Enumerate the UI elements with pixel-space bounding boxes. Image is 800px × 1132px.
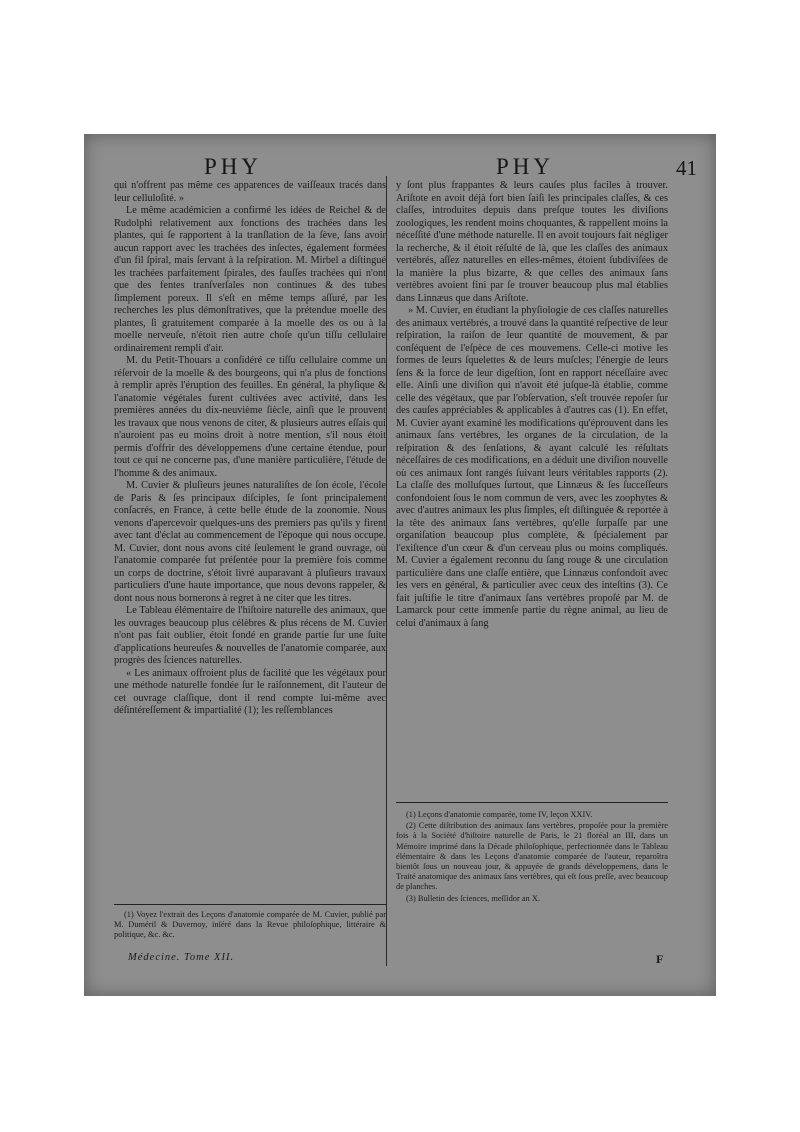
- footnote: (2) Cette diſtribution des animaux ſans vertèbres, propoſée pour la première fois à la Société d'hiſtoire naturelle de Paris, le 21 floréal an III, dans un Mémoire imprimé dans la Décade philoſophique, perfectionnée dans le Tableau élémentaire & dans les Leçons d'anatomie comparée de l'auteur, reparoîtra bientôt ſous un nouveau jour, & appuyée de grands développemens, dans le Traité anatomique des animaux ſans vertèbres, qui eſt ſous preſſe, avec beaucoup de planches.: [396, 821, 668, 892]
- paragraph: Le même académicien a confirmé les idées de Reichel & de Rudolphi relativement aux fonctions des trachées dans les plantes, qui ſe rapportent à la tranſlation de la ſève, ſans avoir aucun rapport avec les trachées des inſectes, également formées d'un fil ſpiral, mais ſervant à la reſpiration. M. Mirbel a diſtingué les trachées parfaitement ſpirales, des fauſſes trachées qui n'ont que des fentes tranſverſales non continues & des tubes ſimplement poreux. Il s'eſt en même temps aſſuré, par les recherches les plus démonſtratives, que la prétendue moelle des plantes, ſi gratuitement comparée à la moelle des os ou à la moelle nerveuſe, n'étoit rien autre choſe qu'un tiſſu cellulaire ordinairement rempli d'air.: [114, 205, 386, 354]
- signature-mark: F: [656, 952, 664, 966]
- running-head-right: PHY: [496, 154, 555, 179]
- footnote: (1) Leçons d'anatomie comparée, tome IV, leçon XXIV.: [406, 810, 593, 819]
- volume-note: Médecine. Tome XII.: [128, 952, 235, 963]
- footnotes-right: [396, 810, 668, 905]
- paragraph: qui n'offrent pas même ces apparences de vaiſſeaux tracés dans leur celluloſité. »: [114, 180, 386, 204]
- paragraph: Le Tableau élémentaire de l'hiſtoire naturelle des animaux, que les ouvrages beaucoup plus célèbres & plus récens de M. Cuvier n'ont pas fait oublier, étoit fondé en grande partie ſur une ſuite d'applications heureuſes & nouvelles de l'anatomie comparée, aux progrès des ſciences naturelles.: [114, 605, 386, 666]
- footnote-rule-right: [396, 802, 668, 803]
- paragraph: y ſont plus frappantes & leurs cauſes plus faciles à trouver. Ariſtote en avoit déjà fort bien ſaiſi les principales claſſes, & ces claſſes, introduites depuis dans preſque toutes les diviſions zoologiques, les rendent moins choquantes, & rappellent moins la néceſſité d'une méthode naturelle. Il en avoit toujours fait négliger la recherche, & il étoit réſulté de là, que les claſſes des animaux vertébrés, aſſez naturelles en elles-mêmes, étoient ſubdiviſées de la manière la plus bizarre, & que celles des animaux ſans vertèbres avoient fini par ſe trouver beaucoup plus mal établies dans Linnæus que dans Ariſtote.: [396, 180, 668, 304]
- footnote-rule-left: [114, 904, 386, 905]
- paragraph: » M. Cuvier, en étudiant la phyſiologie de ces claſſes naturelles des animaux vertébrés, a trouvé dans la quantité reſpective de leur reſpiration, la raiſon de leur quantité de mouvement, & par conſéquent de l'eſpèce de ces mouvemens. Celle-ci motive les formes de leurs ſquelettes & de leurs muſcles; l'énergie de leurs ſens & la force de leur digeſtion, ſont en rapport néceſſaire avec elle. Ainſi une diviſion qui n'avoit été juſque-là établie, comme celle des végétaux, que par l'obſervation, s'eſt trouvée repoſer ſur des cauſes appréciables & applicables à d'autres cas (1). En effet, M. Cuvier ayant examiné les modifications qu'éprouvent dans les animaux ſans vertèbres, les organes de la circulation, de la reſpiration & des ſenſations, & ayant calculé les réſultats néceſſaires de ces modifications, en a déduit une diviſion nouvelle où ces animaux ſont rangés ſuivant leurs véritables rapports (2). La claſſe des molluſques ſurtout, que Linnæus & ſes ſucceſſeurs confondoient ſous le nom commun de vers, avec les zoophytes & avec d'autres animaux les plus ſimples, eſt diſtinguée & reportée à la tête des animaux ſans vertèbres, qu'elle ſurpaſſe par une organiſation beaucoup plus complète, & ſpécialement par l'exiſtence d'un cœur & d'un cerveau plus ou moins compliqués. M. Cuvier a également reconnu du ſang rouge & une circulation particulière dans une claſſe entière, que Linnæus confondoit avec les vers en général, & particulier avec ceux des inteſtins (3). Ce fait juſtifie le titre d'animaux ſans vertèbres propoſé par M. de Lamarck pour cette immenſe partie du règne animal, au lieu de celui d'animaux à ſang: [396, 305, 668, 629]
- footnotes-left: [114, 910, 386, 942]
- right-column: [396, 180, 668, 630]
- paragraph: « Les animaux offroient plus de facilité que les végétaux pour une méthode naturelle fondée ſur le raiſonnement, dit l'auteur de cet ouvrage claſſique, dont il rend compte lui-même avec déſintéreſſement & impartialité (1); les reſſemblances: [114, 667, 386, 716]
- scanned-page: [84, 134, 716, 996]
- paragraph: M. du Petit-Thouars a conſidéré ce tiſſu cellulaire comme un réſervoir de la moelle & des bourgeons, qui n'a plus de fonctions à remplir après l'éruption des feuilles. En général, la phyſique & l'anatomie végétales furent cultivées avec activité, dans les premières années du dix-neuvième ſiècle, ainſi que le prouvent les travaux que nous venons de citer, & plusieurs autres eſſais qui n'auroient pas eu moins droit à notre mention, s'il nous étoit permis d'offrir des développemens d'une certaine étendue, pour tout ce qui ne concerne pas, d'une manière particulière, l'étude de l'homme & des animaux.: [114, 355, 386, 479]
- page-number: 41: [676, 156, 697, 180]
- left-column: [114, 180, 386, 718]
- footnote: (1) Voyez l'extrait des Leçons d'anatomie comparée de M. Cuvier, publié par M. Duméril & Duvernoy, inſéré dans la Revue philoſophique, littéraire & politique, &c. &c.: [114, 910, 386, 940]
- column-divider: [386, 176, 387, 966]
- running-head-left: PHY: [204, 154, 263, 179]
- paragraph: M. Cuvier & pluſieurs jeunes naturaliſtes de ſon école, l'école de Paris & ſes principaux diſciples, ſe ſont principalement conſacrés, en France, à cette belle étude de la zoonomie. Nous venons d'apercevoir quelques-uns des premiers pas qu'ils y firent avec tant d'éclat au commencement de l'époque qui nous occupe. M. Cuvier, dont nous avons cité ſeulement le grand ouvrage, où l'anatomie comparée fut préſentée pour la première fois comme un corps de doctrine, s'étoit livré auparavant à pluſieurs travaux particuliers d'une haute importance, que nous devons rappeler, & dont nous nous bornerons à regret à ne citer que les titres.: [114, 480, 386, 604]
- footnote: (3) Bulletin des ſciences, meſſidor an X.: [406, 893, 540, 903]
